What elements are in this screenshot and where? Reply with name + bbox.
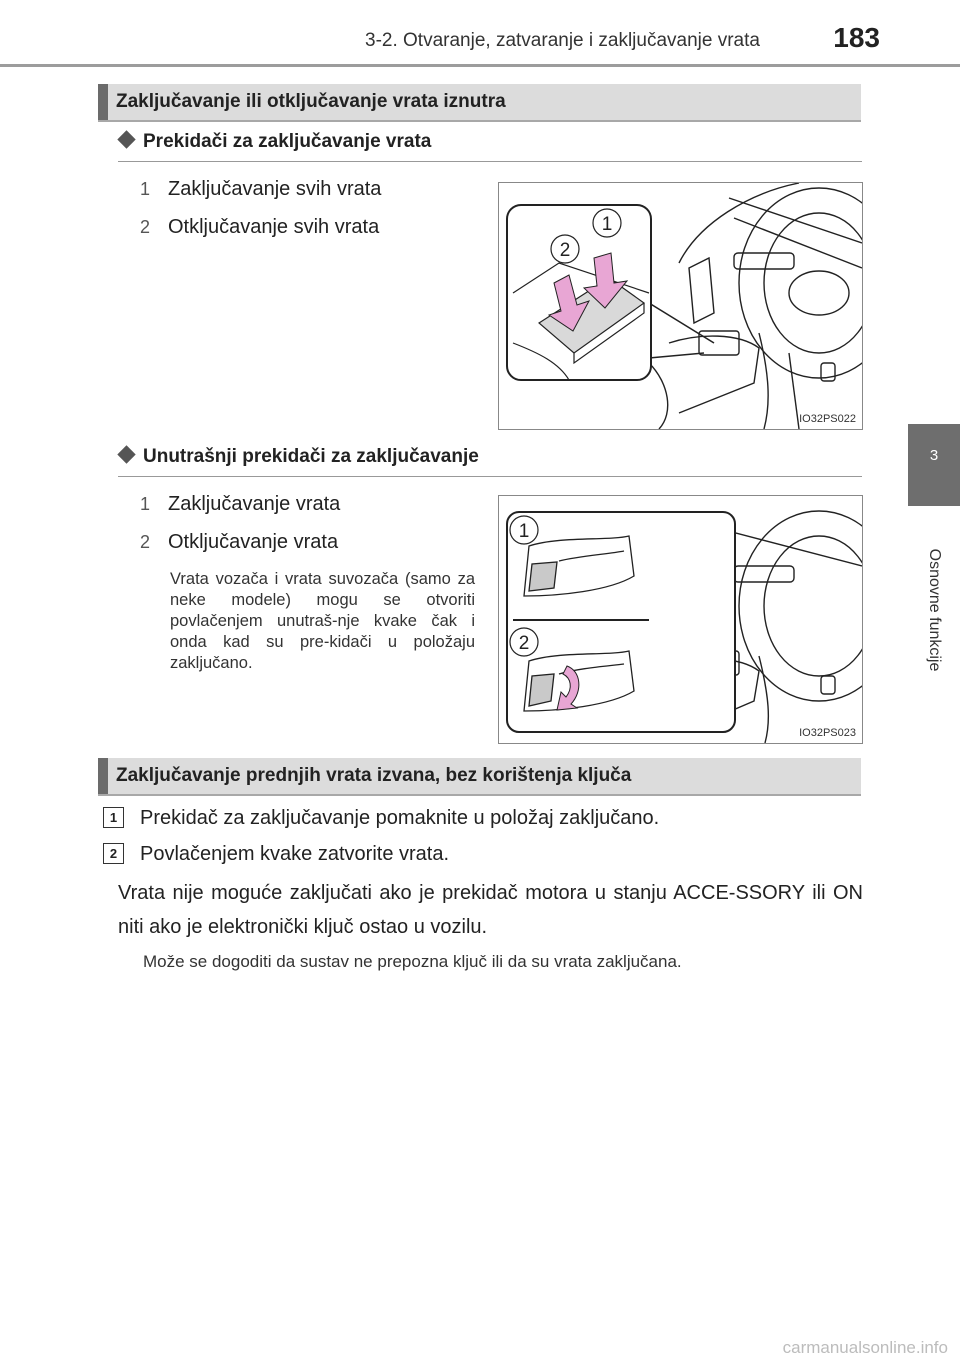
section-heading-accent bbox=[98, 84, 108, 120]
item-text: Zaključavanje vrata bbox=[168, 493, 341, 515]
figure-code: IO32PS023 bbox=[799, 727, 856, 739]
callout-1: 1 bbox=[518, 521, 530, 542]
section-heading-inside-locking bbox=[98, 84, 861, 122]
callout-2: 2 bbox=[518, 633, 530, 654]
subheading-text: Unutrašnji prekidači za zaključavanje bbox=[143, 446, 479, 467]
step-item bbox=[103, 843, 449, 866]
inside-lock-button-illustration bbox=[498, 495, 863, 744]
chapter-tab-number: 3 bbox=[929, 447, 939, 464]
step-text: Prekidač za zaključavanje pomaknite u položaj zaključano. bbox=[140, 807, 660, 829]
subheading-text: Prekidači za zaključavanje vrata bbox=[143, 131, 432, 152]
callout-1: 1 bbox=[601, 214, 613, 235]
step-number: 1 bbox=[103, 807, 124, 828]
chapter-tab-label bbox=[905, 530, 960, 690]
chapter-tab bbox=[908, 424, 960, 506]
subheading-door-lock-switches bbox=[118, 131, 862, 162]
step-number: 2 bbox=[103, 843, 124, 864]
list-item bbox=[140, 178, 381, 201]
section-heading-text: Zaključavanje ili otključavanje vrata iznutra bbox=[116, 91, 506, 112]
item-text: Otključavanje svih vrata bbox=[168, 216, 380, 238]
section-heading-outside-locking bbox=[98, 758, 861, 796]
list-item bbox=[140, 216, 379, 239]
subheading-inside-lock-buttons bbox=[118, 446, 862, 477]
item-number: 1 bbox=[140, 494, 151, 514]
section-heading-accent bbox=[98, 758, 108, 794]
chapter-title: 3-2. Otvaranje, zatvaranje i zaključavanje vrata bbox=[365, 30, 760, 51]
header-divider bbox=[0, 64, 960, 67]
step-item bbox=[103, 807, 659, 830]
step-text: Povlačenjem kvake zatvorite vrata. bbox=[140, 843, 450, 865]
item-number: 2 bbox=[140, 532, 151, 552]
section-heading-text: Zaključavanje prednjih vrata izvana, bez korištenja ključa bbox=[116, 765, 632, 786]
page-number: 183 bbox=[833, 22, 880, 53]
watermark: carmanualsonline.info bbox=[782, 1338, 948, 1357]
figure-code: IO32PS022 bbox=[799, 413, 856, 425]
chapter-tab-label-text: Osnovne funkcije bbox=[926, 548, 943, 672]
note-text: Vrata vozača i vrata suvozača (samo za neke modele) mogu se otvoriti povlačenjem unutraš-nje kvake čak i onda kad su pre-kidači u položaju zaključano. bbox=[170, 570, 475, 672]
door-lock-switch-illustration bbox=[498, 182, 863, 430]
item-number: 2 bbox=[140, 217, 151, 237]
item-text: Otključavanje vrata bbox=[168, 531, 339, 553]
small-note: Može se dogoditi da sustav ne prepozna ključ ili da su vrata zaključana. bbox=[143, 952, 682, 971]
callout-2: 2 bbox=[559, 240, 571, 261]
list-item bbox=[140, 531, 338, 554]
dashboard-line-drawing bbox=[499, 183, 862, 429]
diamond-bullet-icon bbox=[117, 445, 135, 463]
door-handle-line-drawing bbox=[499, 496, 862, 743]
diamond-bullet-icon bbox=[117, 130, 135, 148]
item-number: 1 bbox=[140, 179, 151, 199]
item-text: Zaključavanje svih vrata bbox=[168, 178, 382, 200]
list-item bbox=[140, 493, 340, 516]
body-paragraph: Vrata nije moguće zaključati ako je prekidač motora u stanju ACCE-SSORY ili ON niti ako je elektronički ključ ostao u vozilu. bbox=[118, 882, 863, 938]
